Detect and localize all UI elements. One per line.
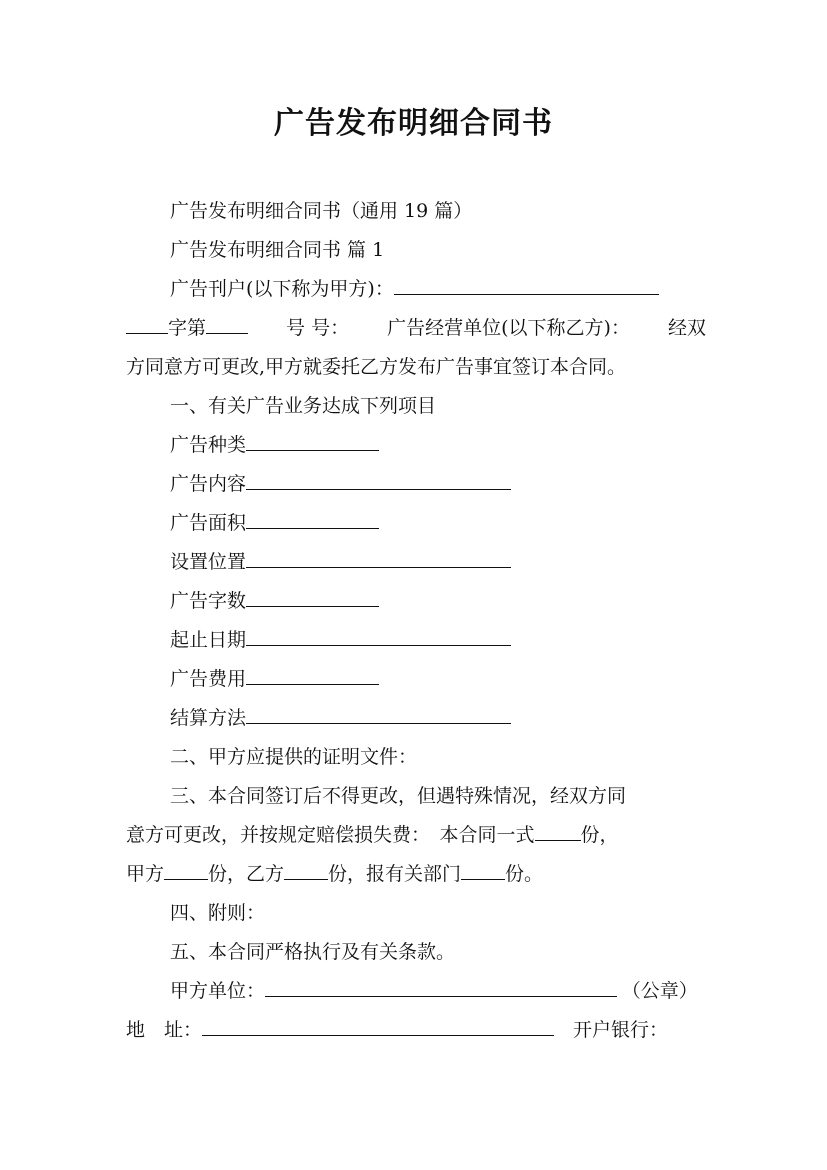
field-label: 起止日期 <box>170 629 247 651</box>
field-label: 设置位置 <box>170 551 247 573</box>
party-a-line <box>170 276 750 302</box>
agreement-line: 方同意方可更改,甲方就委托乙方发布广告事宜签订本合同。 <box>126 356 627 378</box>
field-date-range <box>170 627 750 653</box>
party-b-copies-label: 份，乙方 <box>208 863 285 885</box>
dept-copies-label: 份，报有关部门 <box>328 863 462 885</box>
party-a-copies-blank <box>164 861 208 880</box>
party-b-copies-blank <box>284 861 328 880</box>
field-label: 广告种类 <box>170 434 247 456</box>
copies-blank <box>535 822 581 841</box>
field-word-count <box>170 588 750 614</box>
copies-label: 本合同一式 <box>439 824 535 846</box>
clause-3-line-3 <box>126 861 706 887</box>
party-a-signature-line <box>170 978 750 1004</box>
clause-4-heading: 四、附则： <box>170 902 266 924</box>
clause-1-heading: 一、有关广告业务达成下列项目 <box>170 395 437 417</box>
field-blank <box>246 705 511 724</box>
field-label: 结算方法 <box>170 707 247 729</box>
field-label: 广告内容 <box>170 473 247 495</box>
field-blank <box>246 432 379 451</box>
party-a-unit-blank <box>265 978 617 997</box>
party-a-copies-label: 甲方 <box>126 863 165 885</box>
field-settlement <box>170 705 750 731</box>
bank-label: 开户银行： <box>573 1019 669 1041</box>
license-blank-1 <box>126 315 168 334</box>
party-a-unit-label: 甲方单位： <box>170 980 266 1002</box>
address-label: 地 址： <box>126 1019 203 1041</box>
field-ad-area <box>170 510 750 536</box>
field-blank <box>246 588 379 607</box>
license-part-1 <box>126 315 248 341</box>
field-location <box>170 549 750 575</box>
field-blank <box>246 627 511 646</box>
address-line <box>126 1017 706 1043</box>
clause-3-text: 意方可更改，并按规定赔偿损失费： <box>126 824 421 846</box>
address-blank <box>202 1017 554 1036</box>
field-blank <box>246 666 379 685</box>
field-blank <box>246 549 511 568</box>
doc-subtitle-line: 广告发布明细合同书（通用 19 篇） <box>170 200 473 222</box>
field-label: 广告面积 <box>170 512 247 534</box>
clause-2-heading: 二、甲方应提供的证明文件： <box>170 746 418 768</box>
clause-3-line-1: 三、本合同签订后不得更改，但遇特殊情况，经双方同 <box>170 785 627 807</box>
clause-3-line-2 <box>126 822 706 848</box>
copies-unit: 份， <box>580 824 619 846</box>
field-ad-type <box>170 432 750 458</box>
clause-5-heading: 五、本合同严格执行及有关条款。 <box>170 941 456 963</box>
dept-copies-unit: 份。 <box>505 863 544 885</box>
field-blank <box>246 510 379 529</box>
field-ad-fee <box>170 666 750 692</box>
document-title: 广告发布明细合同书 <box>274 106 553 141</box>
doc-section-heading: 广告发布明细合同书 篇 1 <box>170 239 385 261</box>
license-text-1: 字第 <box>168 317 207 339</box>
party-a-label: 广告刊户(以下称为甲方)： <box>170 278 394 300</box>
field-blank <box>246 471 511 490</box>
field-ad-content <box>170 471 750 497</box>
license-text-2: 号 号： <box>286 317 350 339</box>
license-text-3: 经双 <box>667 317 706 339</box>
dept-copies-blank <box>461 861 505 880</box>
license-line <box>126 315 706 341</box>
field-label: 广告费用 <box>170 668 247 690</box>
license-blank-2 <box>206 315 248 334</box>
seal-label: （公章） <box>621 980 698 1002</box>
party-b-label: 广告经营单位(以下称乙方)： <box>387 317 630 339</box>
field-label: 广告字数 <box>170 590 247 612</box>
party-a-blank <box>394 276 659 295</box>
